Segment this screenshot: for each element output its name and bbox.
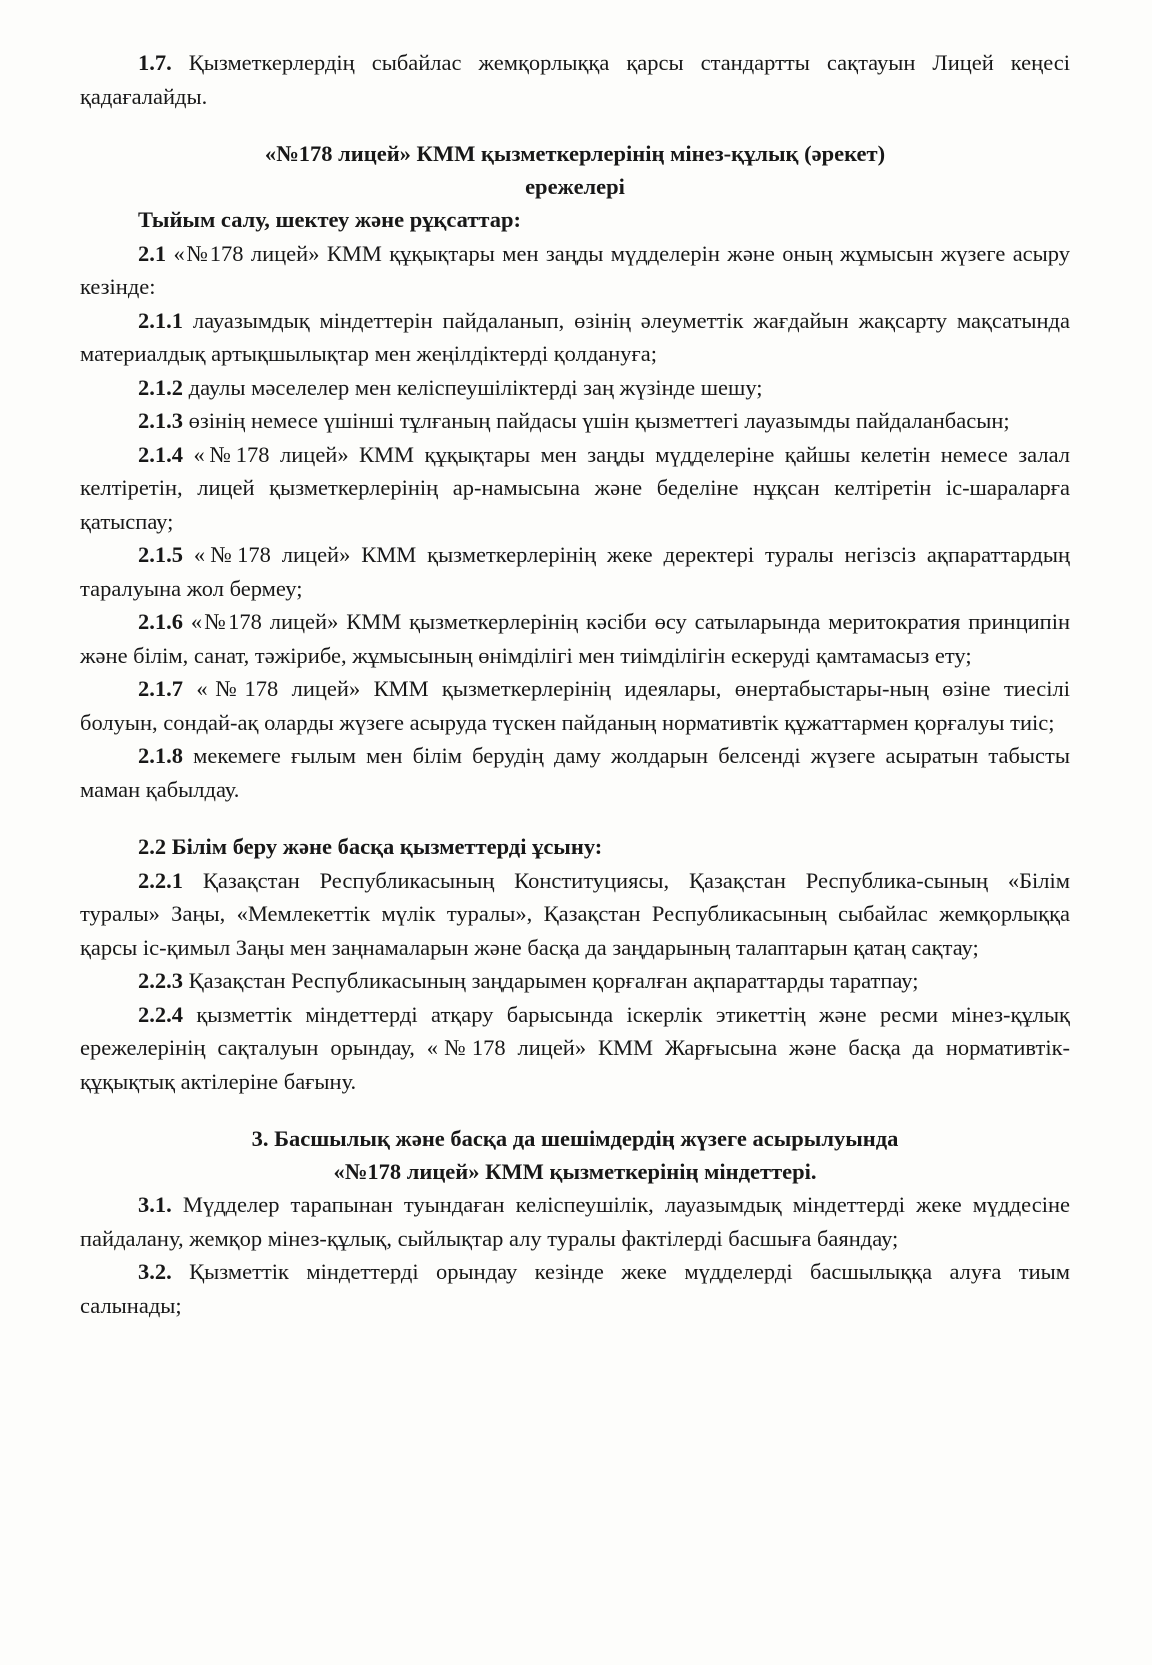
paragraph-2-1-3 <box>80 404 1070 438</box>
paragraph-text: мекемеге ғылым мен білім берудің даму жолдарын белсенді жүзеге асыратын табысты маман қабылдау. <box>80 743 1070 802</box>
paragraph-number: 3.1. <box>138 1192 172 1217</box>
paragraph-number: 2.2.1 <box>138 867 183 893</box>
paragraph-text: Мүдделер тарапынан туындаған келіспеушілік, лауазымдық міндеттерді жеке мүддесіне пайдалану, жемқор мінез-құлық, сыйлықтар алу туралы фактілерді басшыға баяндау; <box>80 1192 1070 1251</box>
paragraph-text: «№178 лицей» КММ құқықтары мен заңды мүдделерін және оның жұмысын жүзеге асыру кезінде: <box>80 240 1070 299</box>
paragraph-1-7 <box>80 46 1070 113</box>
paragraph-number: 2.1 <box>138 240 167 266</box>
heading-section-3 <box>80 1122 1070 1188</box>
paragraph-2-2 <box>80 830 1070 864</box>
paragraph-2-2-1 <box>80 864 1070 965</box>
paragraph-number: 2.2.4 <box>138 1001 183 1027</box>
paragraph-number: 3.2. <box>138 1259 172 1284</box>
paragraph-text: Қазақстан Республикасының заңдарымен қорғалған ақпараттарды таратпау; <box>183 968 919 993</box>
paragraph-text: Білім беру және басқа қызметтерді ұсыну: <box>166 834 603 859</box>
paragraph-2-2-4 <box>80 998 1070 1099</box>
paragraph-text: даулы мәселелер мен келіспеушіліктерді заң жүзінде шешу; <box>183 374 763 400</box>
heading-line-1: «№178 лицей» КММ қызметкерлерінің мінез-құлық (әрекет) <box>264 141 886 166</box>
spacer <box>80 806 1070 830</box>
spacer <box>80 1098 1070 1122</box>
paragraph-text: «№178 лицей» КММ құқықтары мен заңды мүдделеріне қайшы келетін немесе залал келтіретін, лицей қызметкерлерінің ар-намысына және беделіне нұқсан келтіретін іс-шараларға қатыспау; <box>80 441 1070 534</box>
paragraph-number: 2.1.3 <box>138 408 183 433</box>
paragraph-text: лауазымдық міндеттерін пайдаланып, өзінің әлеуметтік жағдайын жақсарту мақсатында материалдық артықшылықтар мен жеңілдіктерді қолдануға; <box>80 307 1070 366</box>
heading-rules-of-conduct <box>80 137 1070 203</box>
paragraph-number: 1.7. <box>138 50 172 75</box>
paragraph-number: 2.1.7 <box>138 676 183 701</box>
paragraph-number: 2.1.2 <box>138 374 183 400</box>
paragraph-2-2-3 <box>80 964 1070 998</box>
spacer <box>80 113 1070 137</box>
heading-line-2: «№178 лицей» КММ қызметкерінің міндеттері. <box>333 1159 817 1184</box>
heading-line-1: 3. Басшылық және басқа да шешімдердің жүзеге асырылуында <box>251 1126 899 1151</box>
paragraph-2-1-1 <box>80 304 1070 371</box>
paragraph-2-1 <box>80 237 1070 304</box>
document-body <box>80 46 1070 1322</box>
paragraph-text: «№178 лицей» КММ қызметкерлерінің идеялары, өнертабыстары-ның өзіне тиесілі болуын, сондай-ақ оларды жүзеге асыруда түскен пайданың нормативтік құжаттармен қорғалуы тиіс; <box>80 676 1070 735</box>
paragraph-number: 2.1.1 <box>138 307 183 333</box>
paragraph-number: 2.1.5 <box>138 542 183 567</box>
paragraph-number: 2.2.3 <box>138 968 183 993</box>
paragraph-number: 2.1.4 <box>138 441 183 467</box>
paragraph-text: қызметтік міндеттерді атқару барысында іскерлік этикеттің және ресми мінез-құлық ережелерінің сақталуын орындау, «№178 лицей» КММ Жарғысына және басқа да нормативтік-құқықтық актілеріне бағыну. <box>80 1001 1070 1094</box>
paragraph-text: «№178 лицей» КММ қызметкерлерінің жеке деректері туралы негізсіз ақпараттардың таралуына жол бермеу; <box>80 542 1070 601</box>
paragraph-text: Қызметтік міндеттерді орындау кезінде жеке мүдделерді басшылыққа алуға тиым салынады; <box>80 1259 1070 1318</box>
paragraph-2-1-7 <box>80 672 1070 739</box>
paragraph-2-1-2 <box>80 371 1070 405</box>
paragraph-text: Қазақстан Республикасының Конституциясы, Қазақстан Республика-сының «Білім туралы» Заңы, «Мемлекеттік мүлік туралы», Қазақстан Республикасының сыбайлас жемқорлыққа қарсы іс-қимыл Заңы мен заңнамаларын және басқа да заңдарының талаптарын қатаң сақтау; <box>80 867 1070 960</box>
heading-line-2: ережелері <box>525 174 625 199</box>
paragraph-number: 2.2 <box>138 834 167 859</box>
paragraph-3-2 <box>80 1255 1070 1322</box>
paragraph-2-1-8 <box>80 739 1070 806</box>
paragraph-text: Қызметкерлердің сыбайлас жемқорлыққа қарсы стандартты сақтауын Лицей кеңесі қадағалайды. <box>80 50 1070 109</box>
paragraph-number: 2.1.8 <box>138 743 183 768</box>
paragraph-2-1-4 <box>80 438 1070 539</box>
paragraph-text: өзінің немесе үшінші тұлғаның пайдасы үшін қызметтегі лауазымды пайдаланбасын; <box>183 408 1010 433</box>
paragraph-text: «№178 лицей» КММ қызметкерлерінің кәсіби өсу сатыларында меритократия принципін және білім, санат, тәжірибе, жұмысының өнімділігі мен тиімділігін ескеруді қамтамасыз ету; <box>80 609 1070 668</box>
paragraph-2-1-5 <box>80 538 1070 605</box>
paragraph-3-1 <box>80 1188 1070 1255</box>
paragraph-2-1-6 <box>80 605 1070 672</box>
paragraph-number: 2.1.6 <box>138 609 183 634</box>
subheading-prohibitions: Тыйым салу, шектеу және рұқсаттар: <box>138 207 521 232</box>
